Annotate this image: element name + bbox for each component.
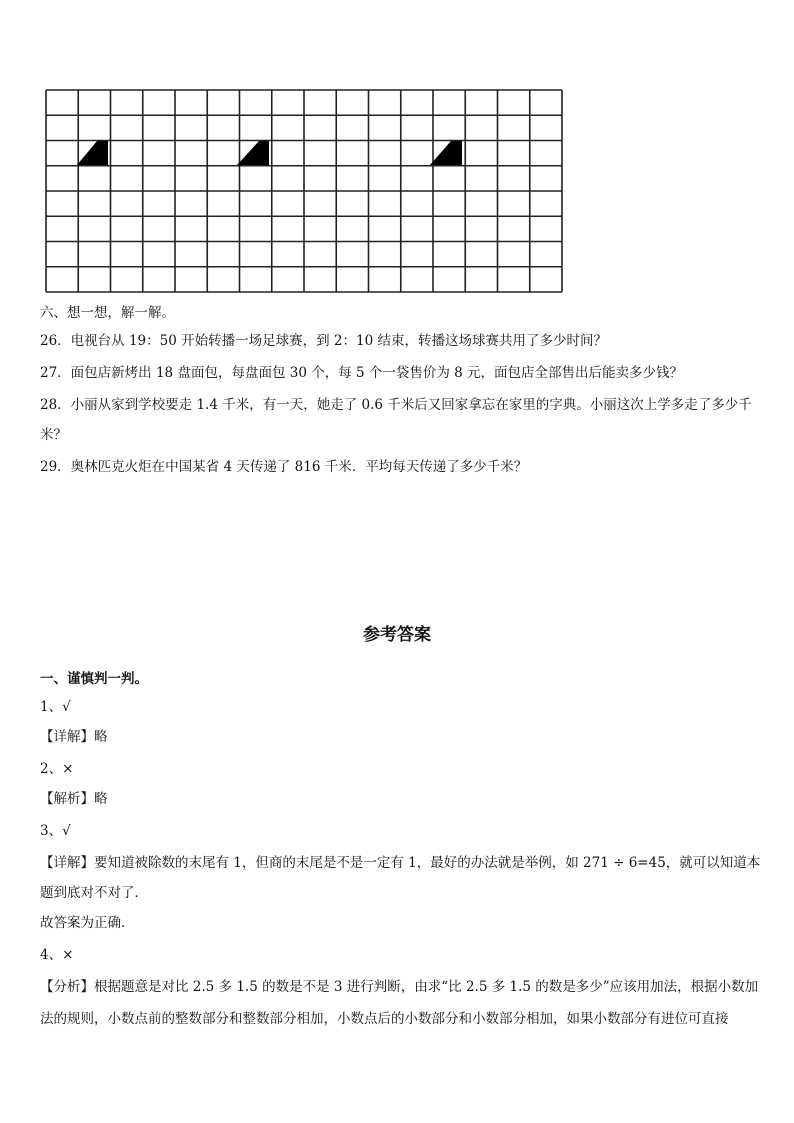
question-27: 27．面包店新烤出 18 盘面包，每盘面包 30 个，每 5 个一袋售价为 8 元，面包店全部售出后能卖多少钱？ xyxy=(40,365,684,381)
answers-section-heading: 一、谨慎判一判。 xyxy=(40,671,148,687)
question-28-line-1: 28．小丽从家到学校要走 1.4 千米，有一天，她走了 0.6 千米后又回家拿忘在家里的字典。小丽这次上学多走了多少千 xyxy=(40,397,752,413)
answer-4: 4、× xyxy=(40,947,74,963)
answer-3-conclusion: 故答案为正确． xyxy=(40,915,135,931)
answer-2-explanation: 【解析】略 xyxy=(40,791,108,807)
question-28-line-2: 米？ xyxy=(40,427,67,443)
answer-4-explanation-line-1: 【分析】根据题意是对比 2.5 多 1.5 的数是不是 3 进行判断，由求“比 2.5 多 1.5 的数是多少”应该用加法，根据小数加 xyxy=(40,979,759,995)
trapezoid-shape-3 xyxy=(430,141,462,165)
answer-key-title: 参考答案 xyxy=(363,625,431,645)
square-grid xyxy=(44,88,564,294)
question-26: 26．电视台从 19：50 开始转播一场足球赛，到 2：10 结束，转播这场球赛共用了多少时间？ xyxy=(40,333,607,349)
answer-3-explanation-line-2: 题到底对不对了． xyxy=(40,885,148,901)
answer-3: 3、√ xyxy=(40,823,71,839)
grid-figure xyxy=(44,88,564,294)
answer-2: 2、× xyxy=(40,761,74,777)
answer-3-explanation-line-1: 【详解】要知道被除数的末尾有 1，但商的末尾是不是一定有 1，最好的办法就是举例，如 271 ÷ 6=45，就可以知道本 xyxy=(40,855,761,871)
section-six-heading: 六、想一想，解一解。 xyxy=(40,305,175,321)
answer-4-explanation-line-2: 法的规则，小数点前的整数部分和整数部分相加，小数点后的小数部分和小数部分相加，如果小数部分有进位可直接 xyxy=(40,1011,729,1027)
answer-1-explanation: 【详解】略 xyxy=(40,729,108,745)
trapezoid-shape-1 xyxy=(77,141,108,165)
trapezoid-shape-2 xyxy=(237,141,269,165)
answer-1: 1、√ xyxy=(40,699,71,715)
question-29: 29．奥林匹克火炬在中国某省 4 天传递了 816 千米．平均每天传递了多少千米？ xyxy=(40,459,528,475)
